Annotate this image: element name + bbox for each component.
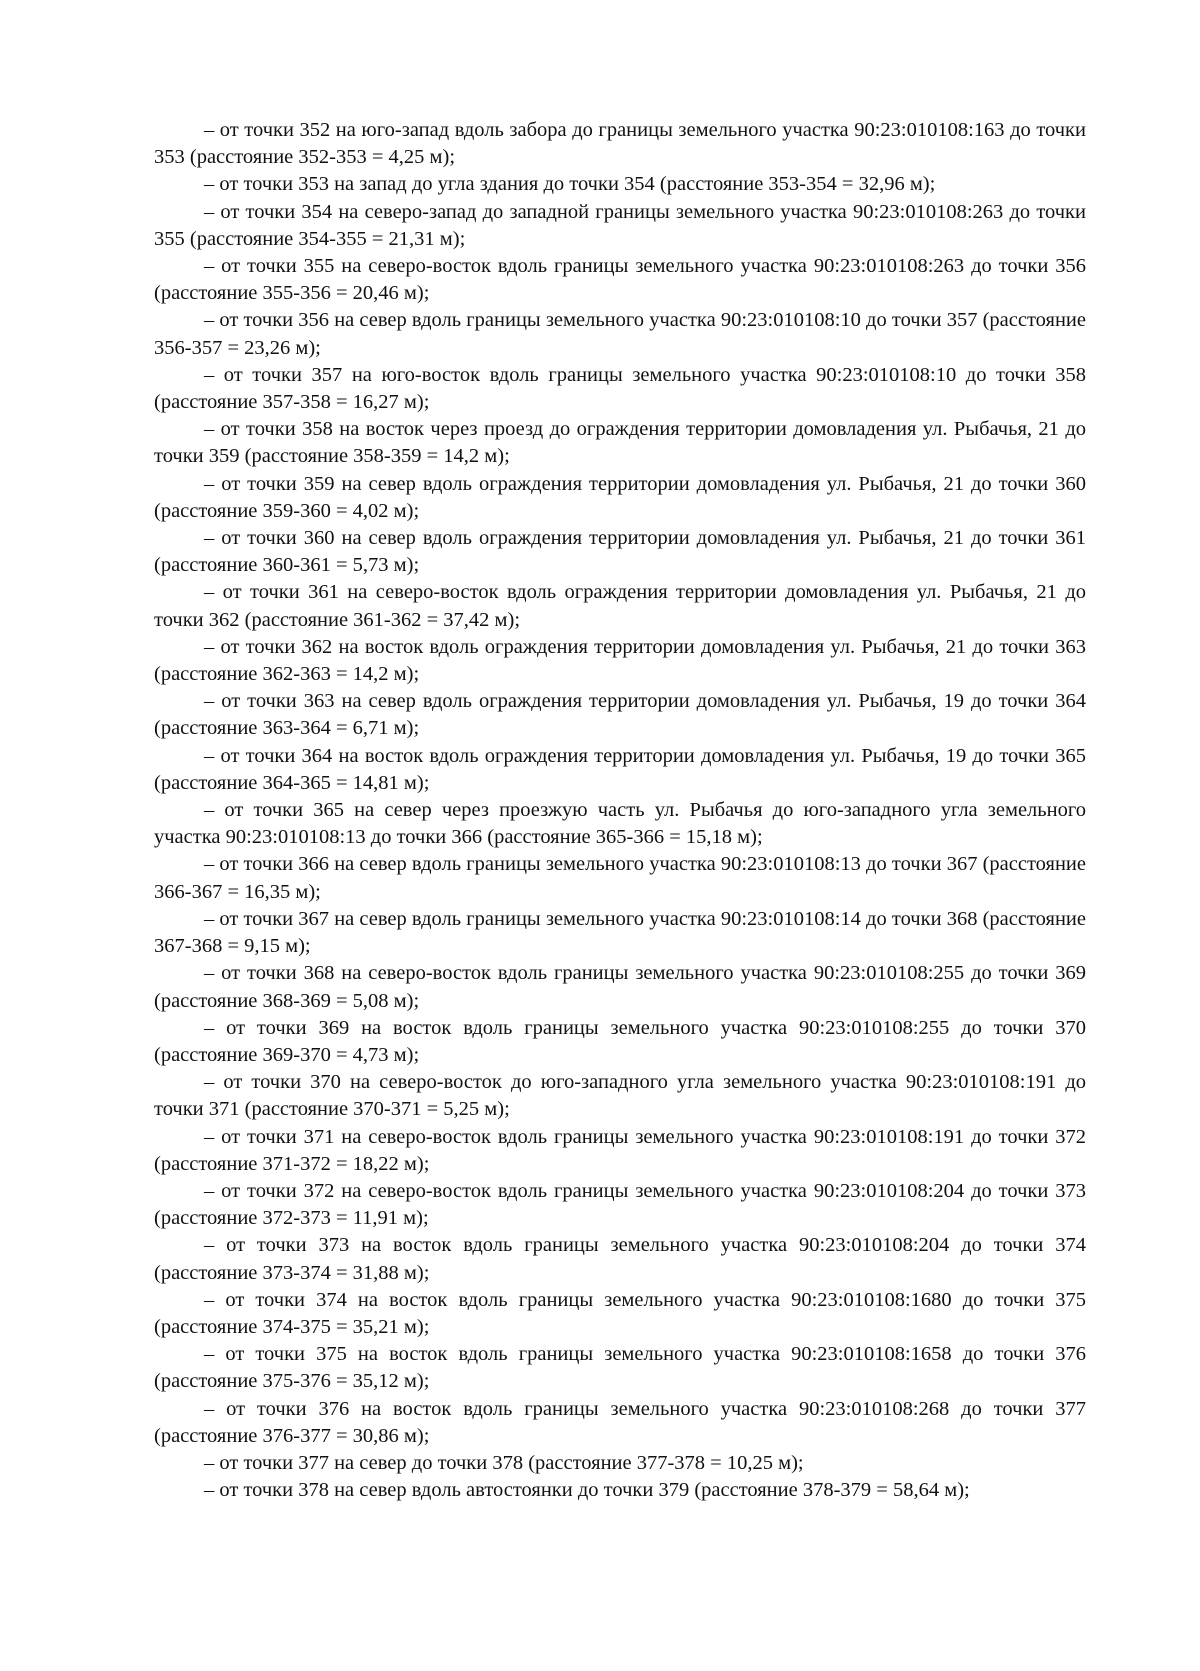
document-body [154,117,1086,1504]
boundary-paragraph-359: – от точки 359 на север вдоль ограждения территории домовладения ул. Рыбачья, 21 до точки 360 (расстояние 359-360 = 4,02 м); [154,472,1086,522]
boundary-paragraph-353: – от точки 353 на запад до угла здания до точки 354 (расстояние 353-354 = 32,96 м); [204,173,936,196]
boundary-paragraph-377: – от точки 377 на север до точки 378 (расстояние 377-378 = 10,25 м); [204,1451,804,1474]
boundary-paragraph-364: – от точки 364 на восток вдоль ограждения территории домовладения ул. Рыбачья, 19 до точки 365 (расстояние 364-365 = 14,81 м); [154,744,1086,794]
boundary-paragraph-362: – от точки 362 на восток вдоль ограждения территории домовладения ул. Рыбачья, 21 до точки 363 (расстояние 362-363 = 14,2 м); [154,635,1086,686]
boundary-paragraph-361: – от точки 361 на северо-восток вдоль ограждения территории домовладения ул. Рыбачья, 21 до точки 362 (расстояние 361-362 = 37,42 м); [154,581,1086,631]
boundary-paragraph-374: – от точки 374 на восток вдоль границы земельного участка 90:23:010108:1680 до точки 375 (расстояние 374-375 = 35,21 м); [154,1288,1086,1338]
boundary-paragraph-354: – от точки 354 на северо-запад до западной границы земельного участка 90:23:010108:263 до точки 355 (расстояние 354-355 = 21,31 м); [154,200,1086,250]
boundary-paragraph-358: – от точки 358 на восток через проезд до ограждения территории домовладения ул. Рыбачья, 21 до точки 359 (расстояние 358-359 = 14,2 м); [154,418,1086,468]
boundary-paragraph-375: – от точки 375 на восток вдоль границы земельного участка 90:23:010108:1658 до точки 376 (расстояние 375-376 = 35,12 м); [154,1343,1086,1393]
boundary-paragraph-355: – от точки 355 на северо-восток вдоль границы земельного участка 90:23:010108:263 до точки 356 (расстояние 355-356 = 20,46 м); [154,255,1086,305]
boundary-paragraph-368: – от точки 368 на северо-восток вдоль границы земельного участка 90:23:010108:255 до точки 369 (расстояние 368-369 = 5,08 м); [154,962,1086,1012]
boundary-paragraph-378: – от точки 378 на север вдоль автостоянки до точки 379 (расстояние 378-379 = 58,64 м); [204,1479,970,1502]
boundary-paragraph-365: – от точки 365 на север через проезжую часть ул. Рыбачья до юго-западного угла земельного участка 90:23:010108:13 до точки 366 (расстояние 365-366 = 15,18 м); [154,799,1086,849]
boundary-paragraph-372: – от точки 372 на северо-восток вдоль границы земельного участка 90:23:010108:204 до точки 373 (расстояние 372-373 = 11,91 м); [154,1179,1086,1230]
boundary-paragraph-367: – от точки 367 на север вдоль границы земельного участка 90:23:010108:14 до точки 368 (расстояние 367-368 = 9,15 м); [154,907,1086,958]
boundary-paragraph-371: – от точки 371 на северо-восток вдоль границы земельного участка 90:23:010108:191 до точки 372 (расстояние 371-372 = 18,22 м); [154,1125,1086,1175]
boundary-paragraph-360: – от точки 360 на север вдоль ограждения территории домовладения ул. Рыбачья, 21 до точки 361 (расстояние 360-361 = 5,73 м); [154,527,1086,577]
boundary-paragraph-357: – от точки 357 на юго-восток вдоль границы земельного участка 90:23:010108:10 до точки 358 (расстояние 357-358 = 16,27 м); [154,363,1086,414]
boundary-paragraph-352: – от точки 352 на юго-запад вдоль забора до границы земельного участка 90:23:010108:163 до точки 353 (расстояние 352-353 = 4,25 м); [154,119,1086,169]
boundary-paragraph-366: – от точки 366 на север вдоль границы земельного участка 90:23:010108:13 до точки 367 (расстояние 366-367 = 16,35 м); [154,853,1086,903]
boundary-paragraph-376: – от точки 376 на восток вдоль границы земельного участка 90:23:010108:268 до точки 377 (расстояние 376-377 = 30,86 м); [154,1397,1086,1447]
boundary-paragraph-370: – от точки 370 на северо-восток до юго-западного угла земельного участка 90:23:010108:191 до точки 371 (расстояние 370-371 = 5,25 м); [154,1071,1086,1121]
boundary-paragraph-373: – от точки 373 на восток вдоль границы земельного участка 90:23:010108:204 до точки 374 (расстояние 373-374 = 31,88 м); [154,1234,1086,1284]
boundary-paragraph-363: – от точки 363 на север вдоль ограждения территории домовладения ул. Рыбачья, 19 до точки 364 (расстояние 363-364 = 6,71 м); [154,690,1086,740]
boundary-paragraph-356: – от точки 356 на север вдоль границы земельного участка 90:23:010108:10 до точки 357 (расстояние 356-357 = 23,26 м); [154,309,1086,359]
boundary-paragraph-369: – от точки 369 на восток вдоль границы земельного участка 90:23:010108:255 до точки 370 (расстояние 369-370 = 4,73 м); [154,1016,1086,1066]
